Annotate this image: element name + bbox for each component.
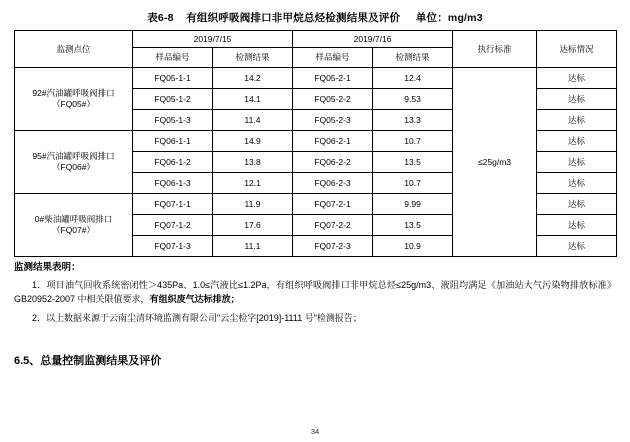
result-2: 13.3: [373, 110, 453, 131]
sample-no-2: FQ05-2-3: [293, 110, 373, 131]
compliance-cell: 达标: [537, 131, 617, 152]
sample-no-2: FQ05-2-2: [293, 89, 373, 110]
result-1: 12.1: [213, 173, 293, 194]
sample-no-2: FQ06-2-1: [293, 131, 373, 152]
site-cell: 0#柴油罐呼吸阀排口（FQ07#）: [15, 194, 133, 257]
page-number: 34: [310, 427, 320, 436]
header-standard: 执行标准: [453, 31, 537, 68]
header-compliance: 达标情况: [537, 31, 617, 68]
conclusion-heading: 监测结果表明：: [14, 262, 81, 273]
compliance-cell: 达标: [537, 68, 617, 89]
table-label: 表6-8: [147, 12, 174, 24]
header-sample-no-1: 样品编号: [133, 48, 213, 68]
sample-no-2: FQ06-2-3: [293, 173, 373, 194]
conclusion-item-1-bold: 有组织废气达标排放；: [149, 293, 240, 304]
measurement-table: [14, 30, 617, 257]
sample-no-1: FQ07-1-2: [133, 215, 213, 236]
header-result-1: 检测结果: [213, 48, 293, 68]
compliance-cell: 达标: [537, 173, 617, 194]
sample-no-1: FQ07-1-3: [133, 236, 213, 257]
conclusion-item-1-text: 1．项目油气回收系统密闭性＞435Pa、1.0≤汽液比≤1.2Pa，有组织呼吸阀排口非甲烷总烃≤25g/m3、液阻均满足《加油站大气污染物排放标准》GB20952-2007 中相关限值要求，: [14, 280, 616, 304]
sample-no-2: FQ07-2-3: [293, 236, 373, 257]
result-2: 13.5: [373, 215, 453, 236]
compliance-cell: 达标: [537, 194, 617, 215]
table-header-row-dates: [15, 31, 617, 48]
sample-no-1: FQ06-1-3: [133, 173, 213, 194]
section-heading: 6.5、总量控制监测结果及评价: [14, 354, 162, 367]
table-caption: [14, 10, 616, 25]
result-1: 14.1: [213, 89, 293, 110]
header-sample-no-2: 样品编号: [293, 48, 373, 68]
result-2: 10.9: [373, 236, 453, 257]
header-result-2: 检测结果: [373, 48, 453, 68]
result-2: 12.4: [373, 68, 453, 89]
compliance-cell: 达标: [537, 89, 617, 110]
result-1: 11.4: [213, 110, 293, 131]
table-title-text: 有组织呼吸阀排口非甲烷总烃检测结果及评价: [186, 12, 401, 24]
sample-no-1: FQ05-1-1: [133, 68, 213, 89]
compliance-cell: 达标: [537, 236, 617, 257]
sample-no-1: FQ06-1-2: [133, 152, 213, 173]
conclusion-item-1: [14, 279, 616, 306]
sample-no-2: FQ07-2-2: [293, 215, 373, 236]
sample-no-2: FQ07-2-1: [293, 194, 373, 215]
sample-no-1: FQ07-1-1: [133, 194, 213, 215]
result-2: 9.53: [373, 89, 453, 110]
result-1: 14.9: [213, 131, 293, 152]
result-1: 17.6: [213, 215, 293, 236]
sample-no-2: FQ06-2-2: [293, 152, 373, 173]
compliance-cell: 达标: [537, 110, 617, 131]
result-2: 9.99: [373, 194, 453, 215]
standard-cell: ≤25g/m3: [453, 68, 537, 257]
table-unit: 单位：mg/m3: [415, 12, 483, 24]
result-1: 14.2: [213, 68, 293, 89]
conclusion-item-2: 2．以上数据来源于云南尘清环境监测有限公司"云尘检字[2019]-1111 号"检测报告；: [32, 313, 362, 324]
result-1: 11.9: [213, 194, 293, 215]
compliance-cell: 达标: [537, 215, 617, 236]
header-site: 监测点位: [15, 31, 133, 68]
sample-no-1: FQ05-1-3: [133, 110, 213, 131]
sample-no-2: FQ05-2-1: [293, 68, 373, 89]
header-date-1: 2019/7/15: [133, 31, 293, 48]
header-date-2: 2019/7/16: [293, 31, 453, 48]
sample-no-1: FQ06-1-1: [133, 131, 213, 152]
table-row: [15, 68, 617, 89]
result-2: 13.5: [373, 152, 453, 173]
result-2: 10.7: [373, 173, 453, 194]
result-1: 11.1: [213, 236, 293, 257]
sample-no-1: FQ05-1-2: [133, 89, 213, 110]
site-cell: 92#汽油罐呼吸阀排口（FQ05#）: [15, 68, 133, 131]
result-1: 13.8: [213, 152, 293, 173]
compliance-cell: 达标: [537, 152, 617, 173]
conclusion-block: [14, 263, 616, 326]
site-cell: 95#汽油罐呼吸阀排口（FQ06#）: [15, 131, 133, 194]
result-2: 10.7: [373, 131, 453, 152]
